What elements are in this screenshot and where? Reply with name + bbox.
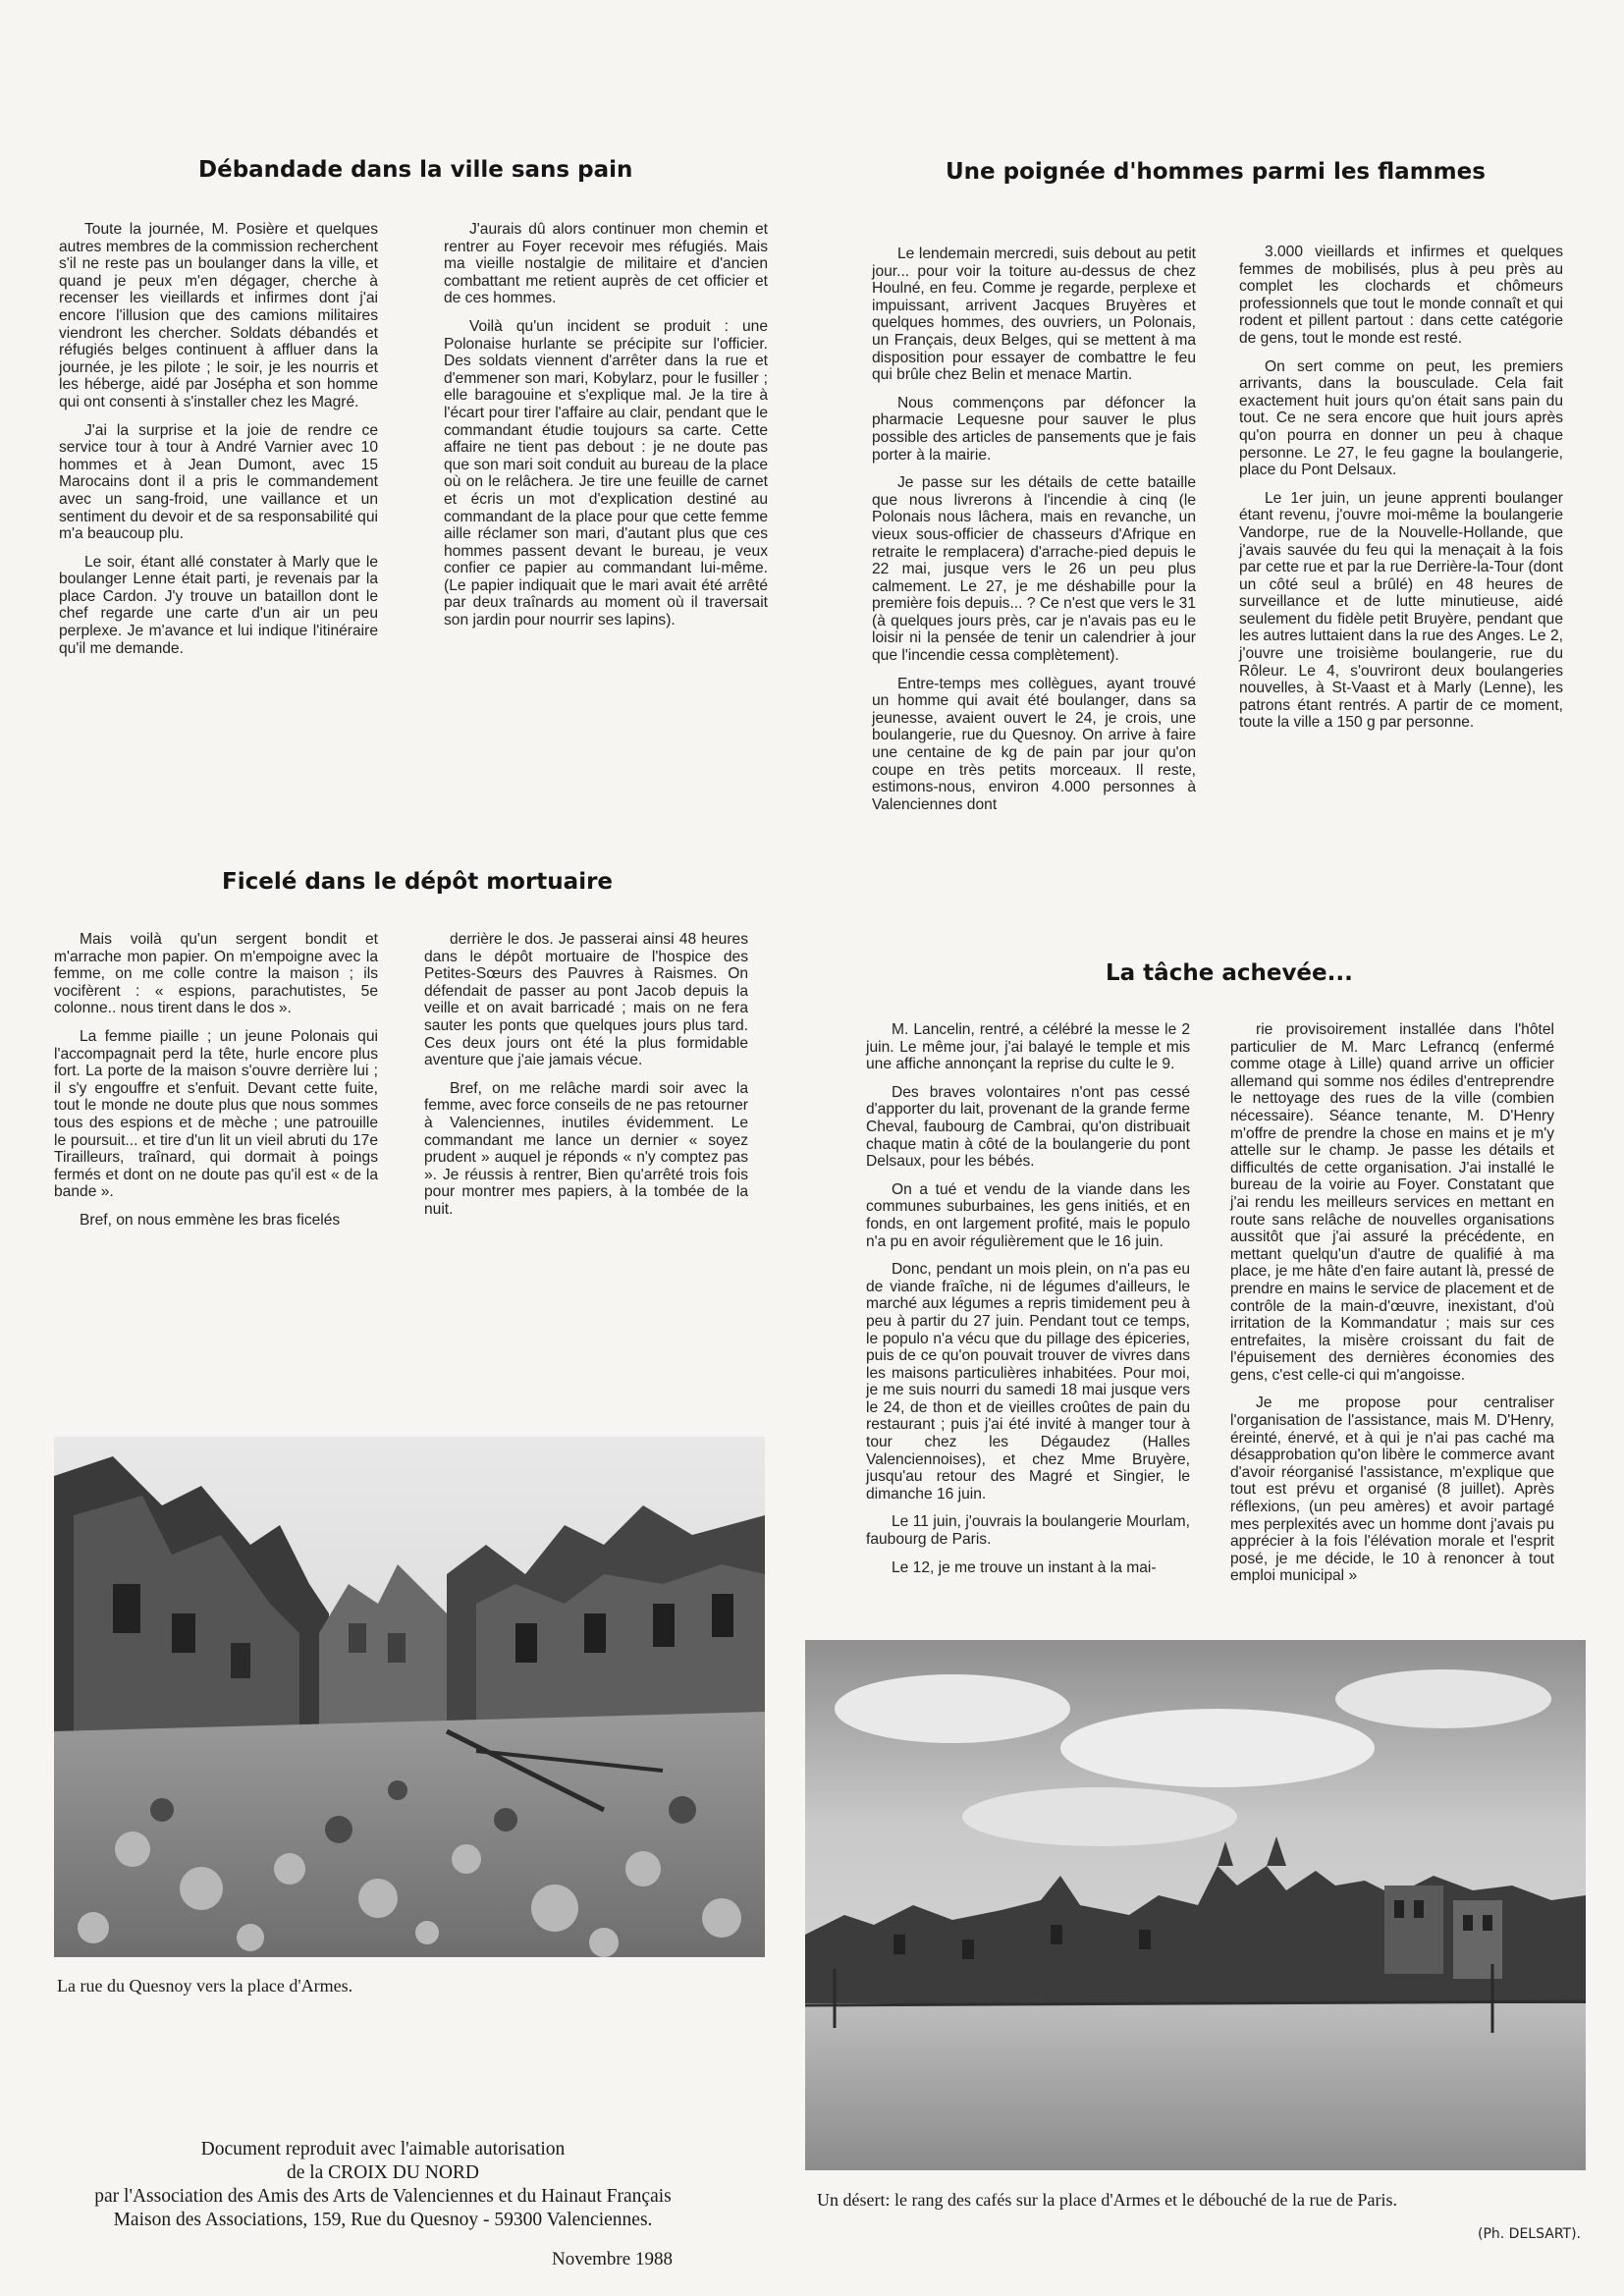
heading-debandade: Débandade dans la ville sans pain: [198, 157, 633, 183]
paragraph: Le 11 juin, j'ouvrais la boulangerie Mourlam, faubourg de Paris.: [866, 1513, 1190, 1549]
ficele-column-1: [54, 931, 378, 1240]
colophon-line: par l'Association des Amis des Arts de Valenciennes et du Hainaut Français: [94, 2186, 672, 2207]
paragraph: derrière le dos. Je passerai ainsi 48 heures dans le dépôt mortuaire de l'hospice des Petites-Sœurs des Pauvres à Raismes. On défendait de passer au pont Jacob depuis la veille et on avait barricadé ; mais on ne fera sauter les ponts que quelques jours plus tard. Ces deux jours ont été la plus formidable aventure que j'aie jamais vécue.: [424, 931, 748, 1069]
tache-column-2: [1230, 1021, 1554, 1596]
paragraph: Toute la journée, M. Posière et quelques autres membres de la commission recherchent s'il ne reste pas un boulanger dans la ville, et quand je peux m'en dégager, cherche à recenser les vieillards et infirmes dont j'ai encore l'illusion que des camions militaires viendront les chercher. Soldats débandés et réfugiés belges continuent à affluer dans la journée, je les pilote ; le soir, je les nourris et les héberge, aidé par Josépha et son homme qui ont consenti à s'installer chez les Magré.: [59, 221, 378, 410]
paragraph: Bref, on nous emmène les bras ficelés: [80, 1211, 341, 1229]
colophon-line: de la CROIX DU NORD: [286, 2162, 480, 2183]
paragraph: 3.000 vieillards et infirmes et quelques femmes de mobilisés, plus à peu près au complet les clochards et chômeurs professionnels que tout le monde connaît et qui rodent et pillent partout : dans cette catégorie de gens, tout le monde est resté.: [1239, 244, 1563, 347]
paragraph: Voilà qu'un incident se produit : une Polonaise hurlante se précipite sur l'officier. Des soldats viennent d'arrêter dans la rue et d'emmener son mari, Kobylarz, pour le fusiller ; elle baragouine et s'explique mal. Je la tire à l'écart pour tirer l'affaire au clair, pendant que le commandant étudie toujours sa carte. Cette affaire ne tient pas debout : je ne doute pas que son mari soit conduit au bureau de la place où on le relâchera. Je tire une feuille de carnet et écris un mot d'explication destiné au commandant de la place pour que cette femme aille réclamer son mari, d'autant plus que ces hommes passent devant le bureau, je veux confier ce papier au commandant lui-même. (Le papier indiquait que le mari avait été arrêté par deux traînards au moment où il traversait son jardin pour nourrir ses lapins).: [444, 317, 768, 629]
tache-column-1: [866, 1021, 1190, 1587]
debandade-column-1: [59, 221, 378, 668]
paragraph: Des braves volontaires n'ont pas cessé d'apporter du lait, provenant de la grande ferme Cheval, faubourg de Cambrai, qu'on distribuait chaque matin à côté de la boulangerie du pont Delsaux, pour les bébés.: [866, 1083, 1190, 1171]
paragraph: Je me propose pour centraliser l'organisation de l'assistance, mais M. D'Henry, éreinté, énervé, et à qui je n'ai pas caché ma désapprobation qu'on libère le commerce avant d'avoir réorganisé l'assistance, m'explique que tout est prévu et organisé (8 juillet). Après réflexions, (un peu amères) et avoir partagé mes perplexités avec un homme dont j'avais pu apprécier à la fois l'élévation morale et l'esprit posé, je me décide, le 10 à renoncer à tout emploi municipal »: [1230, 1394, 1554, 1585]
heading-tache: La tâche achevée...: [1106, 960, 1353, 986]
paragraph: M. Lancelin, rentré, a célébré la messe le 2 juin. Le même jour, j'ai balayé le temple et mis une affiche annonçant la reprise du culte le 9.: [866, 1021, 1190, 1073]
paragraph: On a tué et vendu de la viande dans les communes suburbaines, les gens initiés, et en fonds, en ont largement profité, mais le populo n'a pu en avoir régulièrement que le 16 juin.: [866, 1180, 1190, 1250]
heading-ficele: Ficelé dans le dépôt mortuaire: [222, 869, 614, 895]
paragraph: Mais voilà qu'un sergent bondit et m'arrache mon papier. On m'empoigne avec la femme, on me colle contre la maison ; ils vocifèrent : « espions, parachutistes, 5e colonne.. nous tirent dans le dos ».: [54, 931, 378, 1017]
caption-right-photo: Un désert: le rang des cafés sur la place d'Armes et le débouché de la rue de Paris.: [817, 2190, 1398, 2210]
paragraph: On sert comme on peut, les premiers arrivants, dans la bousculade. Cela fait exactement huit jours qu'on était sans pain du tout. Ce ne sera encore que huit jours après qu'on pourra en donner un peu à chaque personne. Le 27, le feu gagne la boulangerie, place du Pont Delsaux.: [1239, 357, 1563, 479]
photo-credit: (Ph. DELSART).: [1478, 2226, 1581, 2242]
colophon-line: Document reproduit avec l'aimable autorisation: [200, 2139, 566, 2159]
paragraph: J'ai la surprise et la joie de rendre ce service tour à tour à André Varnier avec 10 hommes et à Jean Dumont, avec 15 Marocains dont il a pris le commandement avec un sang-froid, une vaillance et un sentiment du devoir et de sa responsabilité qui m'a beaucoup plu.: [59, 421, 378, 543]
poignee-column-1: [872, 246, 1196, 824]
paragraph: Le 1er juin, un jeune apprenti boulanger étant revenu, j'ouvre moi-même la boulangerie Vandorpe, rue de la Nouvelle-Hollande, que j'avais sauvée du feu qui la menaçait à la fois par cette rue et par la rue Derrière-la-Tour (dont un côté seul a brûlé) en 48 heures de surveillance et de lutte minutieuse, aidé seulement du fidèle petit Bruyère, pendant que les autres luttaient dans la rue des Anges. Le 2, j'ouvre une troisième boulangerie, rue du Rôleur. Le 4, s'ouvriront deux boulangeries nouvelles, à St-Vaast et à Marly (Lenne), les patrons étant rentrés. A partir de ce moment, toute la ville a 150 g par personne.: [1239, 489, 1563, 732]
paragraph: Le lendemain mercredi, suis debout au petit jour... pour voir la toiture au-dessus de chez Houlné, en feu. Comme je regarde, perplexe et impuissant, arrivent Jacques Bruyères et quelques hommes, des ouvriers, un Polonais, un Français, deux Belges, qui se mettent à ma disposition pour essayer de combattre le feu qui brûle chez Belin et menace Martin.: [872, 246, 1196, 384]
paragraph: Je passe sur les détails de cette bataille que nous livrerons à l'incendie à cinq (le Polonais nous lâchera, mais en revanche, un vieux sous-officier de chasseurs d'Afrique en retraite le remplacera) d'arrache-pied depuis le 22 mai, jusque vers le 26 un peu plus calmement. Le 27, je me déshabille pour la première fois depuis... ? Ce n'est que vers le 31 (à quelques jours près, car je n'avais pas eu le loisir ni la pensée de tenir un calendrier à jour que l'incendie cessa complètement).: [872, 474, 1196, 665]
ficele-column-2: [424, 931, 748, 1230]
photo-rue-du-quesnoy-image: [54, 1437, 765, 1957]
colophon-line: Maison des Associations, 159, Rue du Quesnoy - 59300 Valenciennes.: [113, 2210, 653, 2230]
paragraph: Donc, pendant un mois plein, on n'a pas eu de viande fraîche, ni de légumes d'ailleurs, le marché aux légumes a repris timidement peu à peu à partir du 27 juin. Pendant tout ce temps, le populo n'a vécu que du pillage des épiceries, puis de ce qu'on pouvait trouver de vivres dans les maisons particulières inhabitées. Pour moi, je me suis nourri du samedi 18 mai jusque vers le 24, de thon et de vieilles croûtes de pain du restaurant ; puis j'ai été invité à manger tour à tour chez les Dégaudez (Halles Valenciennoises), et chez Mme Bruyère, jusqu'au retour des Magré et Singier, le dimanche 16 juin.: [866, 1261, 1190, 1503]
photo-rue-du-quesnoy: [54, 1437, 765, 1957]
paragraph: La femme piaille ; un jeune Polonais qui l'accompagnait perd la tête, hurle encore plus fort. La porte de la maison s'ouvre derrière lui ; il s'y engouffre et s'enfuit. Devant cette fuite, tout le monde ne doute plus que nous sommes tous des espions et de mèche ; une patrouille le poursuit... et tire d'un lit un vieil abruti du 17e Tirailleurs, traînard, qui dormait à poings fermés et dont on ne doute pas qu'il est « de la bande ».: [54, 1027, 378, 1201]
photo-place-d-armes: [805, 1640, 1586, 2170]
poignee-column-2: [1239, 244, 1563, 742]
publication-date: Novembre 1988: [552, 2249, 673, 2269]
heading-poignee: Une poignée d'hommes parmi les flammes: [946, 159, 1486, 185]
paragraph: Bref, on me relâche mardi soir avec la femme, avec force conseils de ne pas retourner à Valenciennes, inutiles évidemment. Le commandant me lance un dernier « soyez prudent » auquel je réponds « n'y comptez pas ». Je réussis à rentrer, Bien qu'arrêté trois fois pour montrer mes papiers, à la tombée de la nuit.: [424, 1079, 748, 1218]
caption-left-photo: La rue du Quesnoy vers la place d'Armes.: [57, 1976, 353, 1995]
debandade-column-2: [444, 221, 768, 640]
paragraph: Le 12, je me trouve un instant à la mai-: [892, 1558, 1157, 1576]
photo-place-d-armes-image: [805, 1640, 1586, 2170]
paragraph: Entre-temps mes collègues, ayant trouvé un homme qui avait été boulanger, dans sa jeunesse, avaient ouvert le 24, je crois, une boulangerie, rue du Quesnoy. On arrive à faire une centaine de kg de pain par jour qu'on coupe en très petits morceaux. Il reste, estimons-nous, environ 4.000 personnes à Valenciennes dont: [872, 675, 1196, 813]
colophon: [69, 2138, 697, 2232]
paragraph: J'aurais dû alors continuer mon chemin et rentrer au Foyer recevoir mes réfugiés. Mais ma vieille nostalgie de militaire et d'ancien combattant me retient auprès de cet officier et de ces hommes.: [444, 221, 768, 307]
paragraph: Le soir, étant allé constater à Marly que le boulanger Lenne était parti, je revenais par la place Cardon. J'y trouve un bataillon dont le chef regarde une carte d'un air un peu perplexe. Je m'avance et lui indique l'itinéraire qu'il me demande.: [59, 553, 378, 657]
paragraph: rie provisoirement installée dans l'hôtel particulier de M. Marc Lefrancq (enfermé comme otage à Lille) quand arrive un officier allemand qui somme nos édiles d'entreprendre le nettoyage des rues de la ville (combien nécessaire). Séance tenante, M. D'Henry m'offre de prendre la chose en mains et je m'y attelle sur le champ. Je passe les détails et difficultés de cette organisation. J'ai installé le bureau de la voirie au Foyer. Constatant que j'ai rendu les meilleurs services en mettant en route sans relâche de nouvelles organisations aussitôt que j'ai assuré la précédente, en mettant quelqu'un d'autre de qualifié à ma place, je me hâte d'en faire autant là, pressé de prendre en mains le service de placement et de contrôle de la main-d'œuvre, inexistant, d'où irritation de la Kommandatur ; mais sur ces entrefaites, la misère croissant du fait de l'épuisement des dernières économies des gens, c'est celle-ci qui m'angoisse.: [1230, 1021, 1554, 1384]
paragraph: Nous commençons par défoncer la pharmacie Lequesne pour sauver le plus possible des articles de pansements que je fais porter à la mairie.: [872, 394, 1196, 464]
